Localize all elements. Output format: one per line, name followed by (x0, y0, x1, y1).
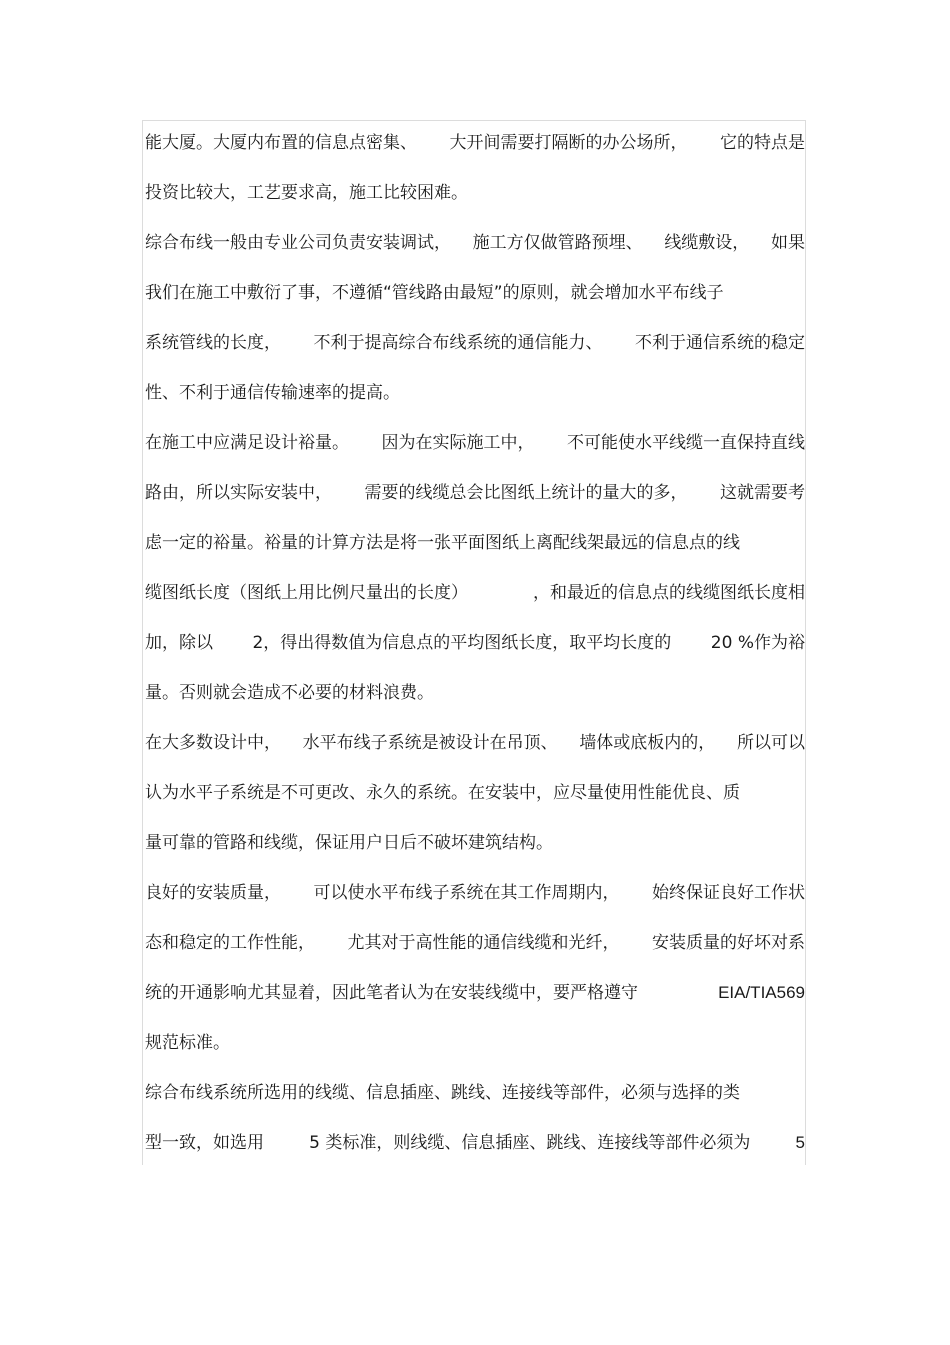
text-line (145, 828, 805, 858)
text-line (145, 1128, 805, 1158)
text-segment: 缆图纸长度（图纸上用比例尺量出的长度） (145, 583, 468, 603)
text-segment: 良好的安装质量， (145, 883, 281, 903)
text-line (145, 778, 805, 808)
text-line (145, 928, 805, 958)
text-line (145, 478, 805, 508)
text-line (145, 678, 805, 708)
text-line (145, 878, 805, 908)
text-segment: EIA/TIA569 (718, 983, 805, 1002)
text-segment: 认为水平子系统是不可更改、永久的系统。在安装中，应尽量使用性能优良、质 (145, 783, 740, 803)
text-segment: 性、不利于通信传输速率的提高。 (145, 383, 400, 403)
text-segment: 统的开通影响尤其显着，因此笔者认为在安装线缆中，要严格遵守 (145, 983, 638, 1003)
text-line (145, 378, 805, 408)
text-segment: 不可能使水平线缆一直保持直线 (567, 433, 805, 453)
text-segment: 态和稳定的工作性能， (145, 933, 315, 953)
text-line (145, 428, 805, 458)
text-segment: 能大厦。大厦内布置的信息点密集、 (145, 133, 417, 153)
text-line (145, 728, 805, 758)
text-line (145, 178, 805, 208)
text-segment: 施工方仅做管路预埋、 (472, 233, 643, 253)
text-segment: 水平布线子系统是被设计在吊顶、 (302, 733, 558, 753)
text-segment: 不利于通信系统的稳定 (635, 333, 805, 353)
text-segment: 综合布线系统所选用的线缆、信息插座、跳线、连接线等部件，必须与选择的类 (145, 1083, 740, 1103)
text-segment: 始终保证良好工作状 (652, 883, 805, 903)
text-segment: 在施工中应满足设计裕量。 (145, 433, 349, 453)
text-line (145, 1028, 805, 1058)
text-segment: 加，除以 (145, 633, 213, 653)
text-segment: 可以使水平布线子系统在其工作周期内， (313, 883, 620, 903)
text-segment: 线缆敷设， (664, 233, 750, 253)
text-segment: 综合布线一般由专业公司负责安装调试， (145, 233, 451, 253)
text-segment: 虑一定的裕量。裕量的计算方法是将一张平面图纸上离配线架最远的信息点的线 (145, 533, 740, 553)
text-segment: 尤其对于高性能的通信线缆和光纤， (347, 933, 620, 953)
text-segment: 路由，所以实际安装中， (145, 483, 332, 503)
text-segment: 20 %作为裕 (710, 633, 805, 653)
text-segment: 大开间需要打隔断的办公场所， (449, 133, 688, 153)
text-line (145, 628, 805, 658)
text-line (145, 528, 805, 558)
text-segment: 它的特点是 (720, 133, 805, 153)
text-segment: 在大多数设计中， (145, 733, 281, 753)
text-segment: 型一致，如选用 (145, 1133, 264, 1153)
text-segment: 系统管线的长度， (145, 333, 281, 353)
text-line (145, 978, 805, 1008)
text-line (145, 128, 805, 158)
text-segment: 不利于提高综合布线系统的通信能力、 (313, 333, 603, 353)
text-segment: 因为在实际施工中， (381, 433, 535, 453)
text-segment: 2，得出得数值为信息点的平均图纸长度，取平均长度的 (252, 633, 672, 653)
text-line (145, 228, 805, 258)
text-segment: 如果 (770, 233, 805, 253)
text-segment: 5 类标准，则线缆、信息插座、跳线、连接线等部件必须为 (309, 1133, 751, 1153)
text-segment: 需要的线缆总会比图纸上统计的量大的多， (364, 483, 688, 503)
text-segment: 量可靠的管路和线缆，保证用户日后不破坏建筑结构。 (145, 833, 553, 853)
text-segment: 这就需要考 (720, 483, 805, 503)
text-segment: 量。否则就会造成不必要的材料浪费。 (145, 683, 434, 703)
text-line (145, 328, 805, 358)
text-segment: 所以可以 (736, 733, 805, 753)
text-segment: 我们在施工中敷衍了事，不遵循“管线路由最短”的原则，就会增加水平布线子 (145, 283, 724, 303)
text-segment: 墙体或底板内的， (579, 733, 716, 753)
text-segment: 规范标准。 (145, 1033, 230, 1053)
text-segment: 安装质量的好坏对系 (652, 933, 805, 953)
text-segment: 投资比较大，工艺要求高，施工比较困难。 (145, 183, 468, 203)
text-segment: ，和最近的信息点的线缆图纸长度相 (533, 583, 805, 603)
text-line (145, 1078, 805, 1108)
text-line (145, 278, 805, 308)
text-line (145, 578, 805, 608)
text-segment: 5 (795, 1133, 805, 1152)
